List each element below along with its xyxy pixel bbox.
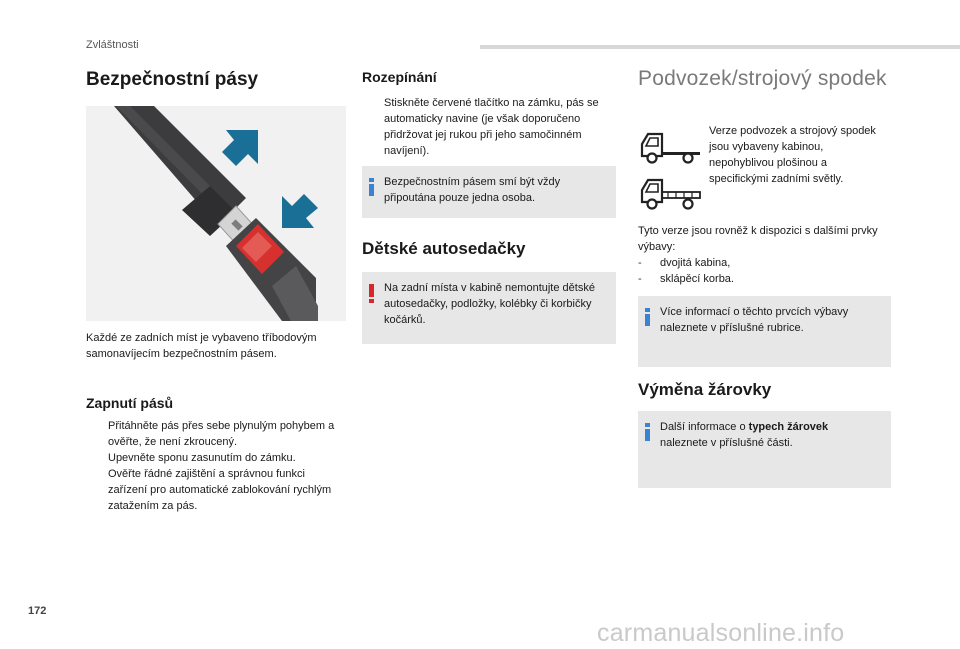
unfasten-title: Rozepínání — [362, 69, 437, 85]
bulb-types-bold: typech žárovek — [748, 421, 829, 433]
other-versions-text: Tyto verze jsou rovněž k dispozici s dalšími prvky výbavy: — [638, 225, 878, 253]
info-box-one-person — [362, 166, 616, 218]
other-version-item: - sklápěcí korba. — [638, 273, 734, 285]
bulb-info-text: Další informace o typech žárovek naleznete v příslušné části. — [660, 421, 829, 449]
warning-icon — [369, 284, 374, 304]
info-box-bulbs — [638, 411, 891, 488]
chassis-title: Podvozek/strojový spodek — [638, 67, 887, 90]
info-text: Více informací o těchto prvcích výbavy naleznete v příslušné rubrice. — [660, 306, 849, 334]
unfasten-step: Stiskněte červené tlačítko na zámku, pás se automaticky navine (je však doporučeno přidržovat jej rukou při jeho samočinném navíjení). — [384, 97, 599, 157]
dash-marker: - — [638, 273, 642, 285]
chassis-description: Verze podvozek a strojový spodek jsou vybaveny kabinou, nepohyblivou plošinou a specifickými zadními světly. — [709, 125, 876, 185]
section-label: Zvláštnosti — [86, 39, 139, 51]
flatbed-truck-icon — [638, 176, 702, 212]
fasten-step-3: Ověřte řádné zajištění a správnou funkci zařízení pro automatické zablokování rychlým zatažením za pás. — [108, 468, 332, 512]
child-seats-title: Dětské autosedačky — [362, 239, 526, 258]
seatbelts-intro: Každé ze zadních míst je vybaveno tříbodovým samonavíjecím bezpečnostním pásem. — [86, 332, 317, 360]
fasten-steps — [86, 418, 342, 514]
chassis-cab-truck-icon — [638, 130, 702, 166]
info-icon — [369, 178, 374, 196]
page-number: 172 — [28, 605, 47, 617]
info-text: Bezpečnostním pásem smí být vždy připoutána pouze jedna osoba. — [384, 176, 561, 204]
watermark: carmanualsonline.info — [597, 619, 845, 647]
seatbelt-illustration — [86, 106, 346, 321]
fasten-step-2: Upevněte sponu zasunutím do zámku. — [108, 452, 296, 464]
warning-box-child-seats — [362, 272, 616, 344]
info-icon — [645, 308, 650, 326]
dash-marker: - — [638, 257, 642, 269]
fasten-title: Zapnutí pásů — [86, 395, 174, 411]
fasten-step-1: Přitáhněte pás přes sebe plynulým pohybem a ověřte, že není zkroucený. — [108, 420, 335, 448]
other-versions-list — [638, 255, 888, 287]
info-icon — [645, 423, 650, 441]
seatbelt-buckle-image — [86, 106, 346, 321]
unfasten-steps — [362, 95, 618, 159]
seatbelts-title: Bezpečnostní pásy — [86, 69, 259, 90]
info-box-more-equipment — [638, 296, 891, 367]
other-version-item: - dvojitá kabina, — [638, 257, 731, 269]
bulb-title: Výměna žárovky — [638, 380, 772, 399]
warning-text: Na zadní místa v kabině nemontujte dětské autosedačky, podložky, kolébky či korbičky kočárků. — [384, 282, 595, 326]
header-bar — [480, 45, 960, 49]
